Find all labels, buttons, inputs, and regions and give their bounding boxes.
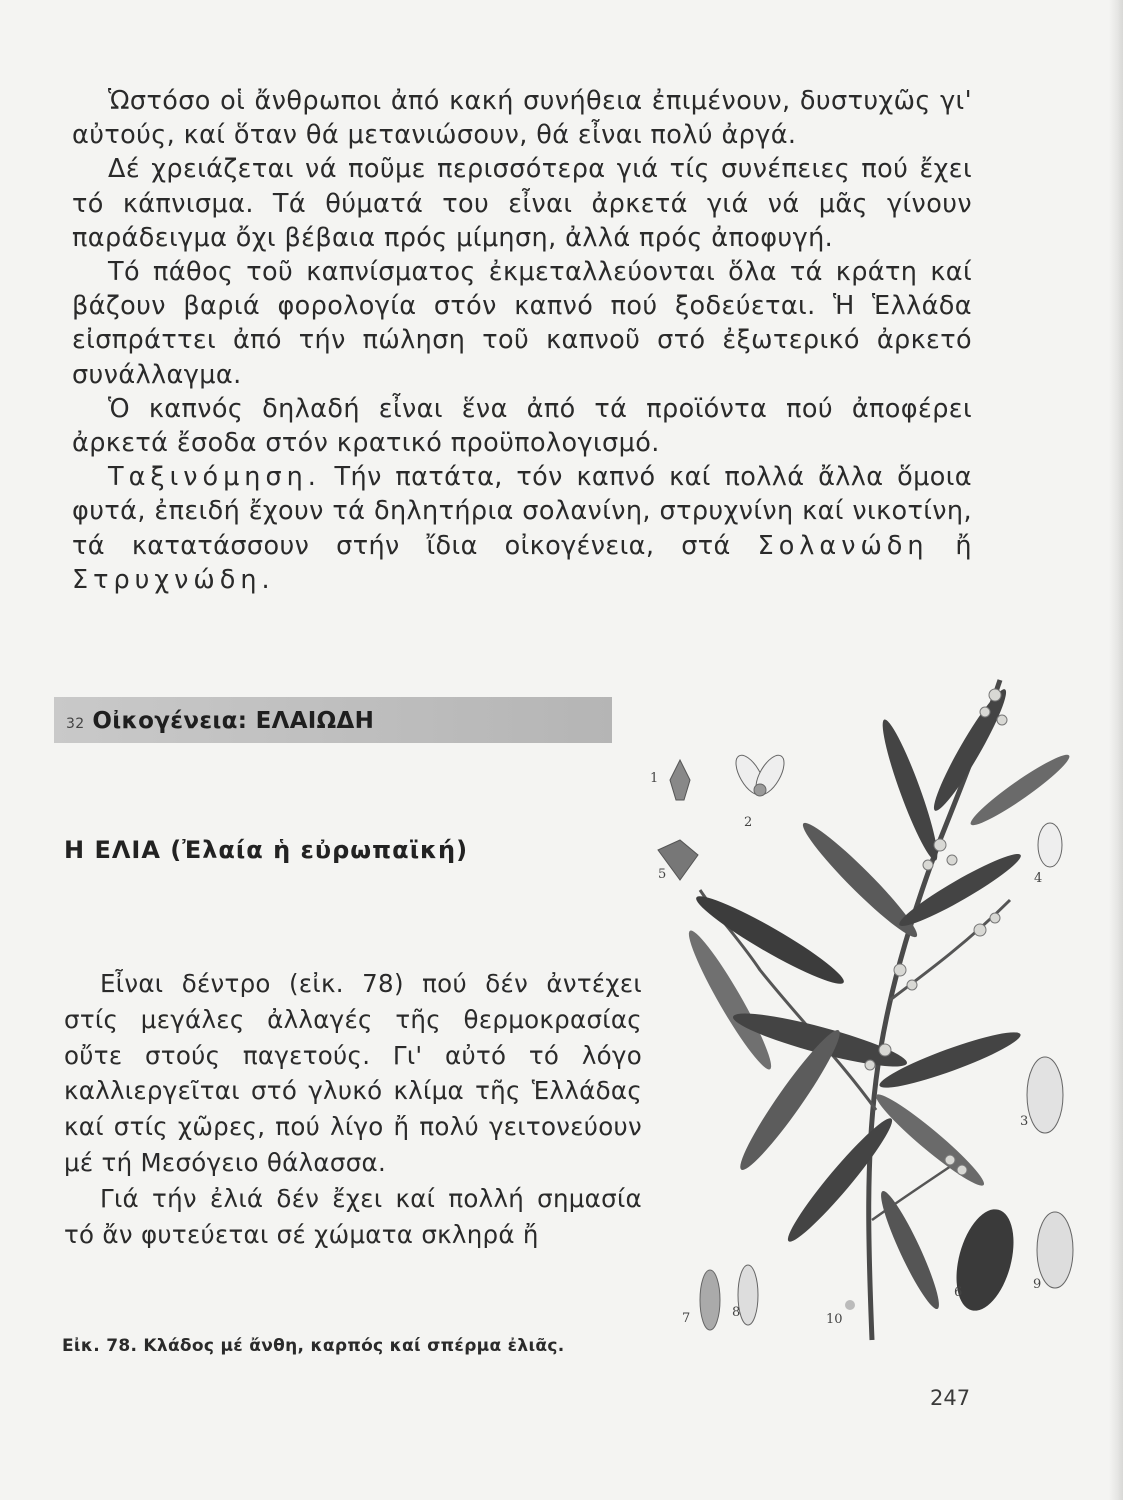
page-number: 247 bbox=[930, 1386, 971, 1410]
olive-flower bbox=[980, 707, 990, 717]
classification-or: ἤ bbox=[928, 530, 972, 561]
olive-leaf bbox=[894, 846, 1025, 933]
detail-stone-7 bbox=[700, 1270, 720, 1330]
figure-label-8: 8 bbox=[732, 1305, 741, 1320]
paragraph: Ὡστόσο οἱ ἄνθρωποι ἀπό κακή συνήθεια ἐπιμένουν, δυστυχῶς γι' αὐτούς, καί ὅταν θά μετανιώσουν, θά εἶναι πολύ ἀργά. bbox=[72, 86, 972, 151]
figure-label-6: 6 bbox=[954, 1285, 963, 1300]
classification-paragraph bbox=[72, 460, 972, 597]
detail-seed-section-9 bbox=[1037, 1212, 1073, 1288]
figure-label-4: 4 bbox=[1034, 871, 1043, 886]
paragraph: Εἶναι δέντρο (εἰκ. 78) πού δέν ἀντέχει στίς μεγάλες ἀλλαγές τῆς θερμοκρασίας οὔτε στούς παγετούς. Γι' αὐτό τό λόγο καλλιεργεῖται στό γλυκό κλίμα τῆς Ἑλλάδας καί στίς χῶρες, πού λίγο ἤ πολύ γειτονεύουν μέ τή Μεσόγειο θάλασσα. bbox=[64, 969, 642, 1177]
top-text-block bbox=[72, 84, 972, 597]
figure-label-3: 3 bbox=[1020, 1114, 1029, 1129]
olive-flower bbox=[934, 839, 946, 851]
paragraph: Γιά τήν ἐλιά δέν ἔχει καί πολλή σημασία τό ἄν φυτεύεται σέ χώματα σκληρά ἤ bbox=[64, 1183, 642, 1249]
family-heading bbox=[66, 708, 374, 734]
olive-flower bbox=[945, 1155, 955, 1165]
detail-flower-section-3 bbox=[1027, 1057, 1063, 1133]
detail-open-flower-2 bbox=[730, 751, 789, 799]
classification-end: . bbox=[261, 564, 271, 595]
figure-label-7: 7 bbox=[682, 1311, 691, 1326]
body-text-block bbox=[64, 966, 642, 1252]
olive-leaf bbox=[966, 748, 1075, 832]
olive-flower bbox=[894, 964, 906, 976]
olive-leaf bbox=[873, 1187, 946, 1313]
figure-label-5: 5 bbox=[658, 867, 667, 882]
olive-leaves bbox=[680, 684, 1074, 1313]
olive-flower bbox=[879, 1044, 891, 1056]
olive-leaf bbox=[870, 1087, 990, 1192]
olive-flower bbox=[957, 1165, 967, 1175]
family-name-strychnodi: Στρυχνώδη bbox=[72, 564, 262, 595]
family-name-solanodi: Σολανώδη bbox=[757, 530, 929, 561]
scan-edge bbox=[1109, 0, 1123, 1500]
paragraph: Τό πάθος τοῦ καπνίσματος ἐκμεταλλεύονται ὅλα τά κράτη καί βάζουν βαριά φορολογία στόν καπνό πού ξοδεύεται. Ἡ Ἑλλάδα εἰσπράττει ἀπό τήν πώληση τοῦ καπνοῦ στό ἐξωτερικό ἀρκετό συνάλλαγμα. bbox=[72, 257, 972, 390]
classification-text: Τήν πατάτα, τόν καπνό καί πολλά ἄλλα ὅμοια φυτά, ἐπειδή ἔχουν τά δηλητήρια σολανίνη, στρυχνίνη καί νικοτίνη, τά κατατάσσουν στήν ἴδια οἰκογένεια, στά bbox=[72, 462, 972, 561]
species-heading: Η ΕΛΙΑ (Ἐλαία ἡ εὐρωπαϊκή) bbox=[64, 836, 469, 864]
figure-label-1: 1 bbox=[650, 771, 659, 786]
olive-leaf bbox=[780, 1112, 900, 1249]
olive-flower bbox=[947, 855, 957, 865]
olive-flower bbox=[990, 913, 1000, 923]
paragraph: Ὁ καπνός δηλαδή εἶναι ἕνα ἀπό τά προϊόντα πού ἀποφέρει ἀρκετά ἔσοδα στόν κρατικό προϋπολογισμό. bbox=[72, 393, 972, 459]
figure-label-10: 10 bbox=[826, 1312, 843, 1327]
figure-caption: Εἰκ. 78. Κλάδος μέ ἄνθη, καρπός καί σπέρμα ἐλιᾶς. bbox=[62, 1336, 565, 1356]
detail-stone-section-8 bbox=[738, 1265, 758, 1325]
olive-flower bbox=[907, 980, 917, 990]
detail-seed-10 bbox=[845, 1300, 855, 1310]
figure-label-9: 9 bbox=[1033, 1277, 1042, 1292]
olive-branch-illustration bbox=[640, 640, 1080, 1360]
paragraph: Δέ χρειάζεται νά ποῦμε περισσότερα γιά τίς συνέπειες πού ἔχει τό κάπνισμα. Τά θύματά του εἶναι ἀρκετά γιά νά μᾶς γίνουν παράδειγμα ὄχι βέβαια πρός μίμηση, ἀλλά πρός ἀποφυγή. bbox=[72, 154, 972, 253]
classification-term: Ταξινόμηση. bbox=[108, 462, 321, 493]
olive-flower bbox=[974, 924, 986, 936]
family-number: 32 bbox=[66, 716, 85, 732]
detail-stamen-4 bbox=[1038, 823, 1062, 867]
olive-flower bbox=[923, 860, 933, 870]
family-heading-title: Οἰκογένεια: ΕΛΑΙΩΔΗ bbox=[92, 708, 375, 734]
figure-label-2: 2 bbox=[744, 815, 753, 830]
olive-flower bbox=[865, 1060, 875, 1070]
detail-flower-bud-1 bbox=[670, 760, 690, 800]
olive-flower bbox=[997, 715, 1007, 725]
olive-flower bbox=[989, 689, 1001, 701]
